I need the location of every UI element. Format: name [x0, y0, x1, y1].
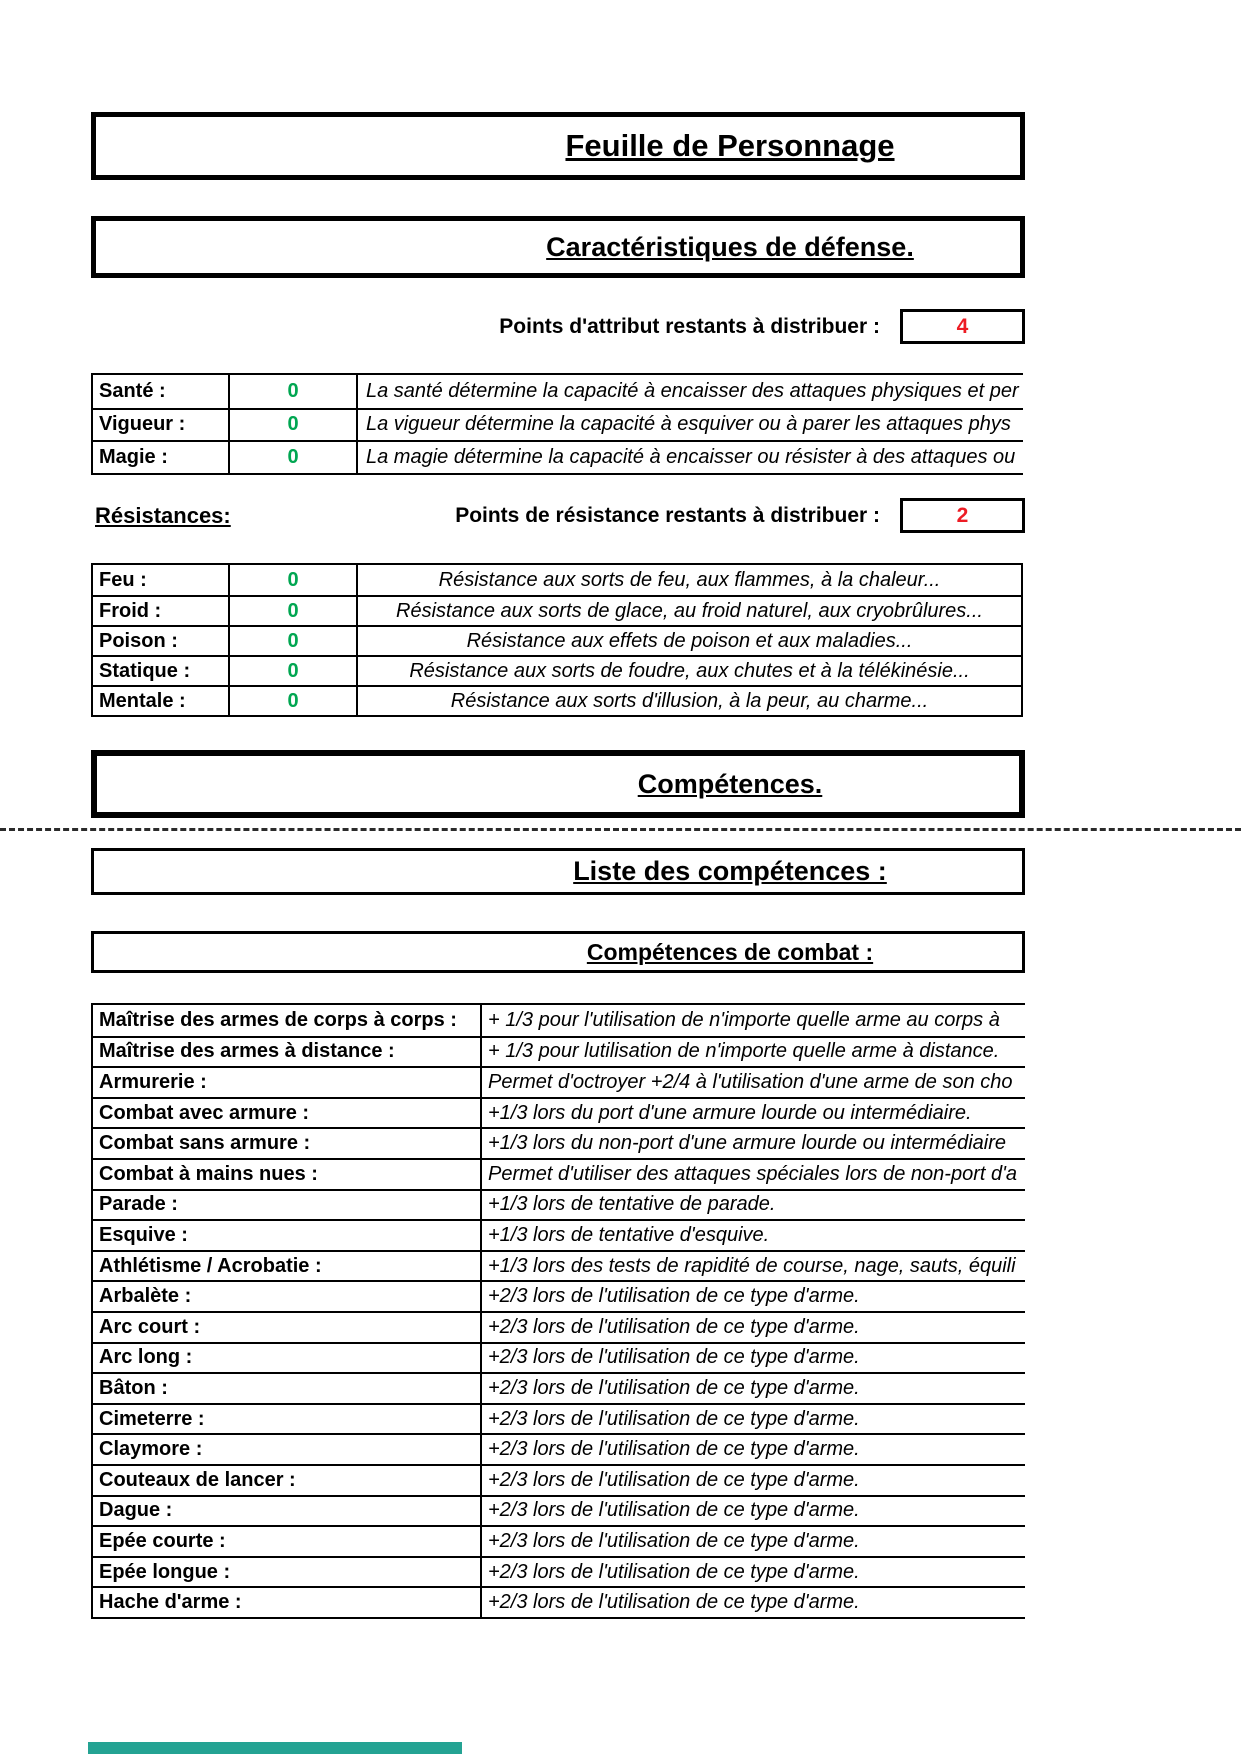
liste-section-title: Liste des compétences :	[573, 856, 887, 886]
table-row	[93, 375, 1023, 408]
skill-description: +2/3 lors de l'utilisation de ce type d'arme.	[488, 1315, 860, 1338]
skill-label: Cimeterre :	[93, 1405, 482, 1434]
table-row	[93, 1464, 1025, 1495]
skill-label: Epée courte :	[93, 1527, 482, 1556]
attribute-points-value: 4	[956, 314, 969, 338]
skill-description: +2/3 lors de l'utilisation de ce type d'arme.	[488, 1376, 860, 1399]
skill-label: Parade :	[93, 1191, 482, 1220]
liste-section-box	[91, 848, 1025, 895]
skill-description: +2/3 lors de l'utilisation de ce type d'arme.	[488, 1438, 860, 1461]
competences-section-box	[91, 750, 1025, 818]
table-row	[93, 565, 1021, 595]
skill-label: Esquive :	[93, 1221, 482, 1250]
skill-description: +2/3 lors de l'utilisation de ce type d'arme.	[488, 1346, 860, 1369]
skill-description: + 1/3 pour l'utilisation de n'importe quelle arme au corps à	[488, 1008, 1000, 1031]
skill-description: +2/3 lors de l'utilisation de ce type d'arme.	[488, 1468, 860, 1491]
page-break-dashed-line	[0, 828, 1241, 831]
skill-label: Combat sans armure :	[93, 1129, 482, 1158]
resistance-description: Résistance aux sorts de feu, aux flammes, à la chaleur...	[438, 568, 941, 591]
attribute-label: Vigueur :	[93, 410, 230, 441]
resistance-description: Résistance aux sorts de foudre, aux chutes et à la télékinésie...	[409, 659, 970, 682]
competences-section-title: Compétences.	[637, 768, 823, 799]
attribute-value[interactable]: 0	[230, 442, 358, 473]
resistance-label: Statique :	[93, 657, 230, 685]
skill-description: +2/3 lors de l'utilisation de ce type d'arme.	[488, 1499, 860, 1522]
skill-description: +1/3 lors de tentative de parade.	[488, 1193, 776, 1216]
table-row	[93, 625, 1021, 655]
skill-label: Arc court :	[93, 1313, 482, 1342]
skill-description: +1/3 lors du port d'une armure lourde ou intermédiaire.	[488, 1101, 972, 1124]
resistances-table	[91, 563, 1023, 717]
skill-label: Claymore :	[93, 1435, 482, 1464]
skill-label: Couteaux de lancer :	[93, 1466, 482, 1495]
skill-label: Maîtrise des armes de corps à corps :	[93, 1005, 482, 1036]
skill-label: Armurerie :	[93, 1068, 482, 1097]
table-row	[93, 1127, 1025, 1158]
defense-section-title: Caractéristiques de défense.	[546, 231, 914, 262]
skill-label: Athlétisme / Acrobatie :	[93, 1252, 482, 1281]
table-row	[93, 1158, 1025, 1189]
attribute-description: La magie détermine la capacité à encaisser ou résister à des attaques ou	[366, 446, 1016, 469]
table-row	[93, 685, 1021, 715]
table-row	[93, 1525, 1025, 1556]
table-row	[93, 1342, 1025, 1373]
table-row	[93, 1372, 1025, 1403]
skill-description: +2/3 lors de l'utilisation de ce type d'arme.	[488, 1285, 860, 1308]
skill-description: +2/3 lors de l'utilisation de ce type d'arme.	[488, 1529, 860, 1552]
table-row	[93, 1005, 1025, 1036]
resistance-points-value-box[interactable]	[900, 498, 1025, 533]
resistance-points-label: Points de résistance restants à distribuer :	[455, 503, 880, 527]
resistance-label: Poison :	[93, 627, 230, 655]
attribute-points-label: Points d'attribut restants à distribuer :	[499, 314, 880, 338]
table-row	[93, 1586, 1025, 1617]
skill-description: +2/3 lors de l'utilisation de ce type d'arme.	[488, 1591, 860, 1614]
table-row	[93, 440, 1023, 473]
table-row	[93, 1433, 1025, 1464]
skill-description: +2/3 lors de l'utilisation de ce type d'arme.	[488, 1407, 860, 1430]
skill-label: Combat à mains nues :	[93, 1160, 482, 1189]
combat-section-title: Compétences de combat :	[586, 938, 874, 965]
table-row	[93, 1219, 1025, 1250]
skills-table	[91, 1003, 1025, 1619]
resistance-description: Résistance aux sorts de glace, au froid naturel, aux cryobrûlures...	[396, 599, 983, 622]
resistance-value[interactable]: 0	[230, 657, 358, 685]
skill-description: Permet d'utiliser des attaques spéciales lors de non-port d'a	[488, 1162, 1018, 1185]
skill-label: Arbalète :	[93, 1282, 482, 1311]
page-title: Feuille de Personnage	[565, 128, 895, 163]
skill-description: +1/3 lors de tentative d'esquive.	[488, 1223, 770, 1246]
skill-label: Arc long :	[93, 1344, 482, 1373]
table-row	[93, 1250, 1025, 1281]
skill-label: Dague :	[93, 1497, 482, 1526]
attribute-description: La vigueur détermine la capacité à esquiver ou à parer les attaques phys	[366, 413, 1011, 436]
attributes-table	[91, 373, 1023, 475]
next-section-teal-bar	[88, 1742, 462, 1754]
attribute-value[interactable]: 0	[230, 410, 358, 441]
resistance-value[interactable]: 0	[230, 627, 358, 655]
skill-description: Permet d'octroyer +2/4 à l'utilisation d'une arme de son cho	[488, 1070, 1013, 1093]
resistance-label: Mentale :	[93, 687, 230, 715]
resistance-label: Feu :	[93, 565, 230, 595]
table-row	[93, 1556, 1025, 1587]
table-row	[93, 1066, 1025, 1097]
skill-description: + 1/3 pour lutilisation de n'importe quelle arme à distance.	[488, 1040, 1000, 1063]
table-row	[93, 1403, 1025, 1434]
resistance-description: Résistance aux effets de poison et aux maladies...	[466, 629, 913, 652]
table-row	[93, 1097, 1025, 1128]
resistances-heading: Résistances:	[95, 502, 231, 528]
attribute-description: La santé détermine la capacité à encaisser des attaques physiques et per	[366, 379, 1019, 402]
table-row	[93, 595, 1021, 625]
skill-label: Bâton :	[93, 1374, 482, 1403]
skill-label: Maîtrise des armes à distance :	[93, 1038, 482, 1067]
table-row	[93, 408, 1023, 441]
table-row	[93, 1495, 1025, 1526]
defense-section-box	[91, 216, 1025, 278]
skill-label: Combat avec armure :	[93, 1099, 482, 1128]
resistance-description: Résistance aux sorts d'illusion, à la peur, au charme...	[450, 689, 929, 712]
title-box	[91, 112, 1025, 180]
table-row	[93, 1280, 1025, 1311]
attribute-value[interactable]: 0	[230, 375, 358, 408]
skill-label: Hache d'arme :	[93, 1588, 482, 1617]
attribute-points-value-box[interactable]	[900, 309, 1025, 344]
resistance-value[interactable]: 0	[230, 597, 358, 625]
table-row	[93, 1189, 1025, 1220]
combat-section-box	[91, 931, 1025, 973]
resistance-value[interactable]: 0	[230, 687, 358, 715]
attribute-label: Magie :	[93, 442, 230, 473]
table-row	[93, 655, 1021, 685]
skill-description: +1/3 lors des tests de rapidité de course, nage, sauts, équili	[488, 1254, 1016, 1277]
table-row	[93, 1311, 1025, 1342]
table-row	[93, 1036, 1025, 1067]
resistance-points-value: 2	[956, 503, 969, 527]
skill-label: Epée longue :	[93, 1558, 482, 1587]
skill-description: +2/3 lors de l'utilisation de ce type d'arme.	[488, 1560, 860, 1583]
skill-description: +1/3 lors du non-port d'une armure lourde ou intermédiaire	[488, 1132, 1007, 1155]
resistance-value[interactable]: 0	[230, 565, 358, 595]
attribute-label: Santé :	[93, 375, 230, 408]
resistance-label: Froid :	[93, 597, 230, 625]
